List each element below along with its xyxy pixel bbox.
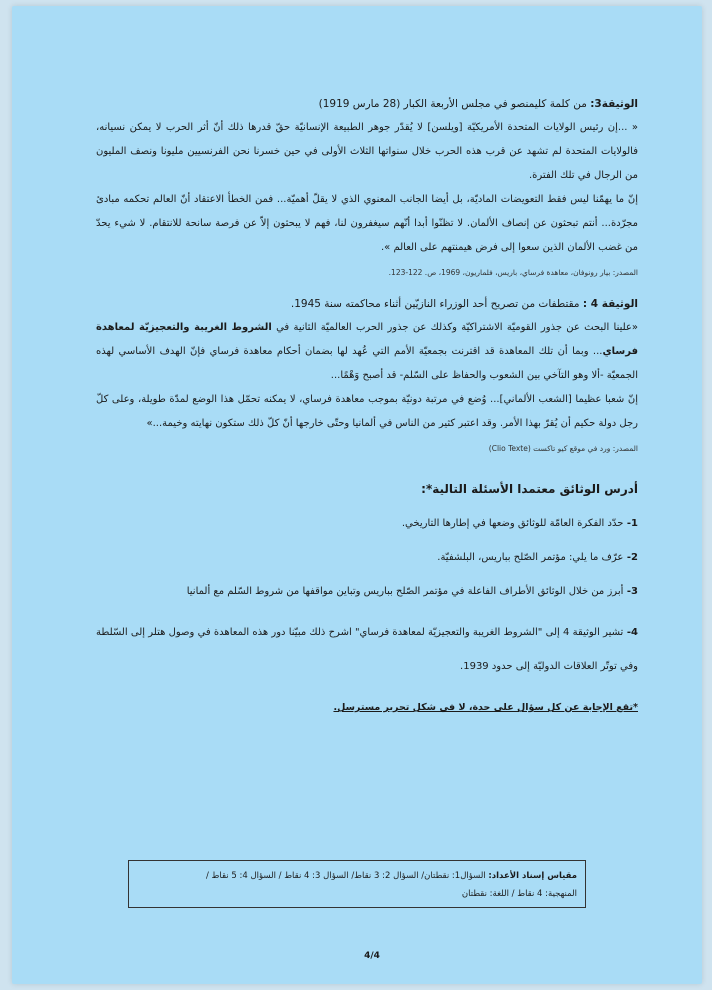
- grading-label: مقياس إسناد الأعداد:: [488, 871, 577, 881]
- question-2: [96, 548, 638, 568]
- doc4-paragraph-1: [96, 316, 638, 388]
- question-2-text: عرّف ما يلي: مؤتمر الصّلح بباريس، البلشفيّة.: [437, 552, 624, 563]
- question-1-number: 1-: [623, 518, 638, 529]
- question-3-number: 3-: [623, 586, 638, 597]
- doc4-heading: [96, 296, 638, 312]
- doc4-source: المصدر: ورد في موقع كيو تاكست (Clio Texte): [488, 444, 638, 453]
- doc3-label: الوثيقة3:: [590, 98, 638, 110]
- doc3-heading: [96, 96, 638, 112]
- document-body: [96, 96, 638, 713]
- question-4: [96, 616, 638, 684]
- question-3: [96, 582, 638, 602]
- grading-points: السؤال1: نقطتان/ السؤال 2: 3 نقاط/ السؤال 3: 4 نقاط / السؤال 4: 5 نقاط /: [205, 871, 489, 881]
- doc3-paragraph-2: إنّ ما يهمّنا ليس فقط التعويضات الماديّة، بل أيضا الجانب المعنوي الذي لا يقلّ أهميّة... فمن الخطأ الاعتقاد أنّ العالم تحكمه مبادئ مجرّدة... أنتم تبحثون عن إنصاف الألمان. لا تظنّوا أبدا أنّهم سيغفرون لنا، فهم لا يبحثون إلاّ عن فرصة سانحة للانتقام. لا شيء يحدّ من غضب الألمان الذين سعوا إلى فرض هيمنتهم على العالم ».: [96, 194, 638, 253]
- doc4-p1-start: «علينا البحث عن جذور القوميّة الاشتراكيّة وكذلك عن جذور الحرب العالميّة الثانية في: [271, 322, 639, 333]
- grading-scale-box: [128, 860, 586, 908]
- instructions-heading: أدرس الوثائق معتمدا الأسئلة التالية*:: [421, 482, 638, 496]
- doc4-title: مقتطفات من تصريح أحد الوزراء النازيّين أثناء محاكمته سنة 1945.: [290, 298, 583, 310]
- question-4-text: تشير الوثيقة 4 إلى "الشروط الغريبة والتعجيزيّة لمعاهدة فرساي" اشرح ذلك مبيّنا دور هذه المعاهدة في وصول هتلر إلى السّلطة وفي توتّر العلاقات الدوليّة إلى حدود 1939.: [96, 627, 638, 672]
- question-3-text: أبرز من خلال الوثائق الأطراف الفاعلة في مؤتمر الصّلح بباريس وتباين مواقفها من شروط السّلم مع ألمانيا: [186, 586, 624, 597]
- doc3-source: المصدر: بيار رونوفان، معاهدة فرساي، باريس، فلماريون، 1969، ص. 122-123.: [388, 268, 638, 277]
- document-page: [12, 6, 702, 984]
- doc4-paragraph-2: إنّ شعبا عظيما [الشعب الألماني]... وُضع في مرتبة دونيّة بموجب معاهدة فرساي، لا يمكنه تحمّل هذا الوضع لمدّة طويلة، وعلى كلّ رجل دولة حكيم أن يُقرّ بهذا الأمر. وقد اعتبر كثير من الناس في ألمانيا وحتّى خارجها أنّ كلّ ذلك ستكون نهايته وخيمة...»: [96, 394, 638, 429]
- page-number: 4/4: [364, 951, 380, 961]
- doc4-p1-end: ... وبما أن تلك المعاهدة قد اقترنت بجمعيّة الأمم التي عُهد لها بضمان أحكام معاهدة فرساي فإنّ الهدف الأساسي لهذه الجمعيّة -ألا وهو التآخي بين الشعوب والحفاظ على السّلم- قد أصبح وَهْمًا...: [96, 346, 638, 381]
- grading-line-2: المنهجية: 4 نقاط / اللغة: نقطتان: [461, 889, 577, 899]
- doc4-p1-bold: الشروط الغريبة والتعجيزيّة لمعاهدة فرساي: [96, 322, 638, 357]
- answer-note: *تقع الإجابة عن كل سؤال على حدة، لا في شكل تحرير مسترسل.: [333, 702, 638, 713]
- question-2-number: 2-: [623, 552, 638, 563]
- grading-line-1: [137, 867, 577, 885]
- question-1-text: حدّد الفكرة العامّة للوثائق وضعها في إطارها التاريخي.: [401, 518, 624, 529]
- doc3-paragraph-1: « ...إن رئيس الولايات المتحدة الأمريكيّة [ويلسن] لا يُقدّر جوهر الطبيعة الإنسانيّة حقّ قدرها ذلك أنّ أثر الحرب لا يمكن نسيانه، فالولايات المتحدة لم تشهد عن قرب هذه الحرب خلال سنواتها الثلاث الأولى في حين خسرنا نحن الفرنسيين مليونا ونصف المليون من الرجال في تلك الفترة.: [96, 122, 638, 181]
- question-4-number: 4-: [623, 627, 638, 638]
- question-1: [96, 514, 638, 534]
- doc4-label: الوثيقة 4 :: [582, 298, 638, 310]
- doc3-title: من كلمة كليمنصو في مجلس الأربعة الكبار (28 مارس 1919): [318, 98, 591, 110]
